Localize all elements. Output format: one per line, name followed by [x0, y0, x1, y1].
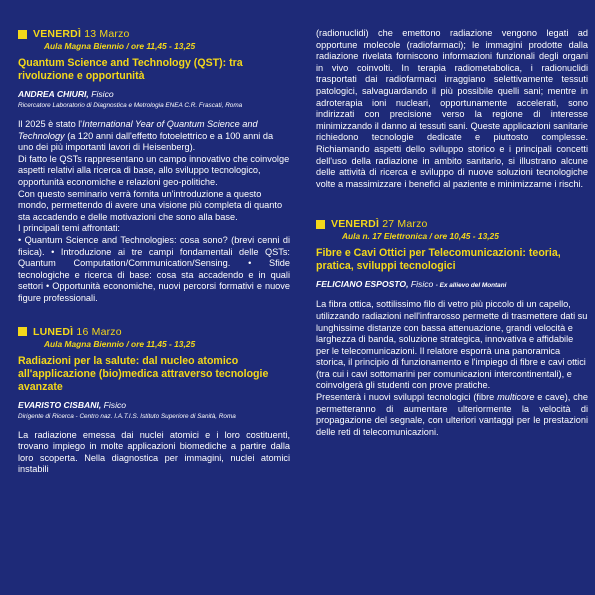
event-3-title: Fibre e Cavi Ottici per Telecomunicazioni: teoria, pratica, sviluppi tecnologici [316, 247, 561, 273]
event-2-body-continued [316, 28, 588, 190]
event-3-paragraph: La fibra ottica, sottilissimo filo di vetro più piccolo di un capello, utilizzando radiazioni nell'infrarosso permette di trasmettere dati su lunghissime distanze con bassa attenuazione, grandi velocità e larghezza di banda, soluzione strategica, innovativa e affidabile per le telecomunicazioni. Il relatore esporrà una panoramica storica, il principio di funzionamento e l'impiego di fibre e cavi ottici (tra cui i cavi sottomarini per comunicazioni intercontinentali), e coinvolgerà gli studenti con prove pratiche. [316, 299, 588, 391]
event-3-header [316, 218, 588, 230]
event-3-speaker: FELICIANO ESPOSTO, Fisico - Ex allievo del Montani [316, 279, 507, 290]
event-2-paragraph: (radionuclidi) che emettono radiazione vengono legati ad opportune molecole (radiofarmaci); le immagini prodotte dalla radiazione rivelata forniscono informazioni funzionali degli organi in vivo coinvolti. In terapia radiometabolica, i radionuclidi trasportati dai radiofarmaci irraggiano selettivamente tessuti patologici, salvaguardando il più possibile quelli sani; mentre in adroterapia ioni nucleari, opportunamente accelerati, sono indirizzati con precisione verso la regione di interesse minimizzando il danno ai tessuti sani. Queste applicazioni sanitarie richiedono tecnologie dedicate e piuttosto complesse. Richiamando aspetti dello sviluppo storico e i principali concetti dell'uso della radiazione in ambito sanitario, si illustrano alcune delle attività di ricerca e sviluppo di nuove soluzioni tecnologiche volte a massimizzare i benefici al paziente e minimizzarne i rischi. [316, 28, 588, 189]
event-1-affiliation: Ricercatore Laboratorio di Diagnostica e Metrologia ENEA C.R. Frascati, Roma [18, 102, 243, 109]
event-1-location: Aula Magna Biennio / ore 11,45 - 13,25 [44, 41, 196, 51]
event-1-paragraph: I principali temi affrontati: [18, 223, 120, 234]
event-2-speaker: EVARISTO CISBANI, Fisico [18, 399, 127, 410]
event-2-location: Aula Magna Biennio / ore 11,45 - 13,25 [44, 338, 196, 349]
event-1-paragraph: Con questo seminario verrà fornita un'introduzione a questo mondo, permettendo di avere una visione più completa di quanto sta accadendo e delle motivazioni che sono alla base. [18, 188, 283, 222]
event-1-title: Quantum Science and Technology (QST): tra rivoluzione e opportunità [18, 57, 243, 82]
left-column [18, 0, 290, 476]
event-3-date: VENERDÌ 27 Marzo [331, 218, 428, 231]
event-2 [18, 326, 290, 476]
event-1-topics: • Quantum Science and Technologies: cosa sono? (brevi cenni di fisica). • Introduzione ai tre campi fondamentali delle QSTs: Quantum Computation/Communication/Sensing. • Sfide tecnologiche e ricerca di base: cosa sta accadendo e in quali settori • Opportunità economiche, nuovi percorsi formativi e nuove figure professionali. [18, 234, 290, 303]
event-1-date: VENERDÌ 13 Marzo [33, 28, 130, 40]
event-1 [18, 28, 290, 305]
yellow-square-icon [316, 220, 325, 229]
event-1-body [18, 119, 290, 305]
event-2-body [18, 430, 290, 476]
event-2-paragraph: La radiazione emessa dai nuclei atomici e i loro costituenti, trovano impiego in molte applicazioni biomediche a partire dalla loro scoperta. Nella diagnostica per immagini, nuclei atomici instabili [18, 429, 290, 475]
yellow-square-icon [18, 30, 27, 39]
event-3 [316, 218, 588, 438]
event-1-header [18, 28, 290, 40]
event-1-paragraph: Di fatto le QSTs rappresentano un campo innovativo che coinvolge aspetti relativi alla ricerca di base, allo sviluppo tecnologico, opportunità economiche e relazioni geo-politiche. [18, 153, 290, 187]
event-2-affiliation: Dirigente di Ricerca - Centro naz. I.A.T.I.S. Istituto Superiore di Sanità, Roma [18, 412, 236, 420]
yellow-square-icon [18, 327, 27, 336]
event-3-paragraph: Presenterà i nuovi sviluppi tecnologici (fibre multicore e cave), che permetteranno di aumentare ulteriormente la velocità di propagazione del segnale, con ulteriori vantaggi per le prestazioni delle reti di telecomunicazioni. [316, 392, 588, 437]
event-2-title: Radiazioni per la salute: dal nucleo atomico all'applicazione (bio)medica attraverso tecnologie avanzate [18, 354, 269, 393]
event-1-speaker: ANDREA CHIURI, Fisico [18, 89, 114, 99]
event-2-date: LUNEDÌ 16 Marzo [33, 325, 122, 338]
event-1-paragraph: Il 2025 è stato l'International Year of Quantum Science and Technology (a 120 anni dall'effetto fotoelettrico e a 100 anni da uno dei più importanti lavori di Heisenberg). [18, 119, 274, 153]
event-3-location: Aula n. 17 Elettronica / ore 10,45 - 13,25 [342, 231, 499, 242]
event-2-header [18, 326, 290, 338]
event-3-body [316, 299, 588, 438]
right-column [316, 0, 588, 438]
